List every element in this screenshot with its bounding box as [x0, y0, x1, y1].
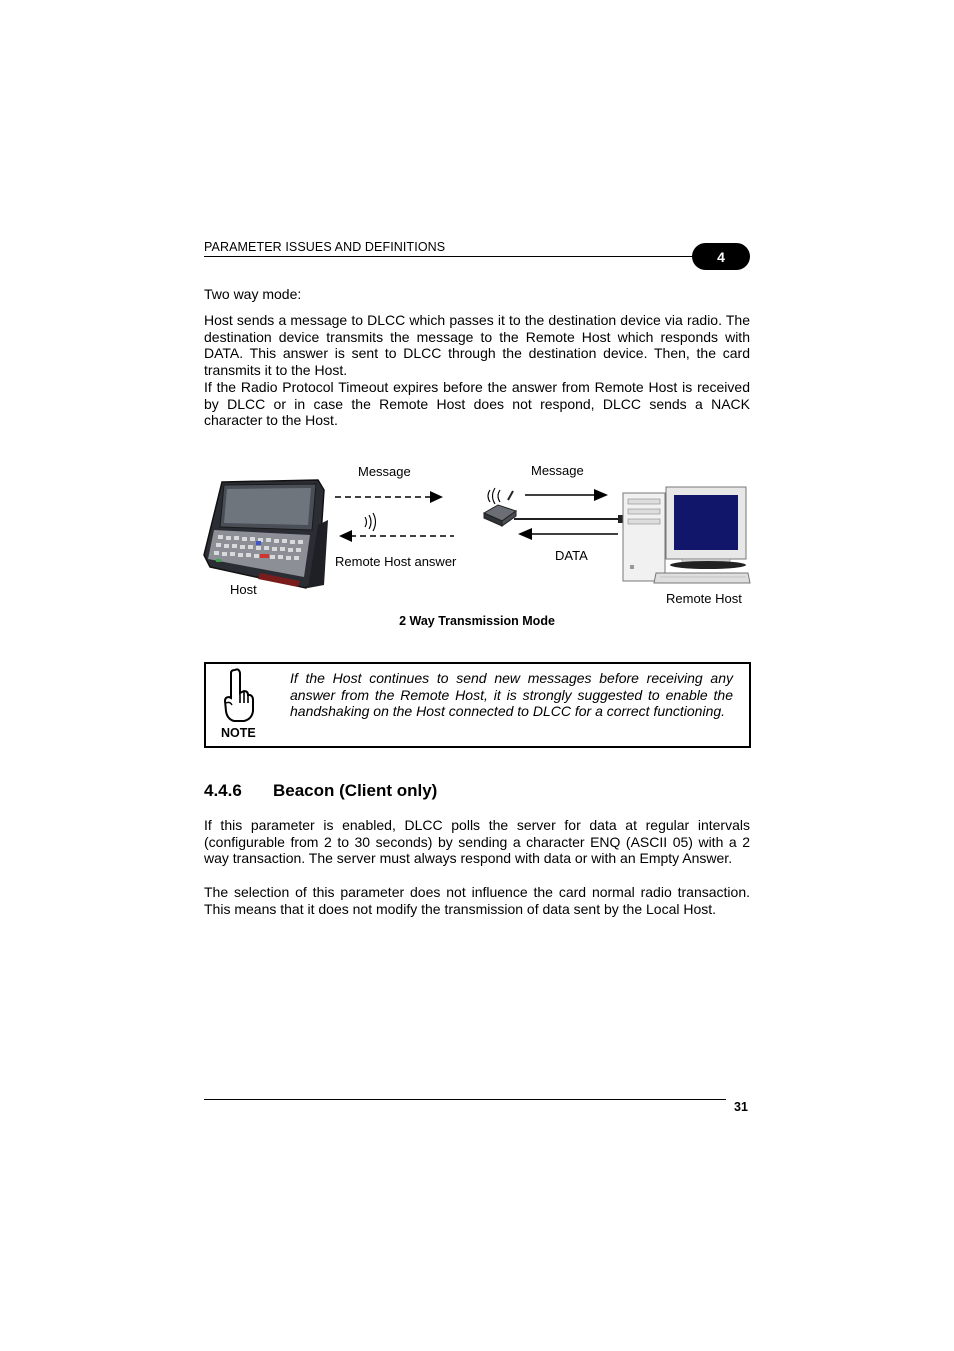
note-text: If the Host continues to send new messages before receiving any answer from the Remote Host, it is strongly suggested to enable the handshaking on the Host connected to DLCC for a correct functioning.	[290, 670, 733, 720]
dlcc-radio-device-icon	[484, 488, 516, 526]
page-number: 31	[734, 1100, 748, 1114]
label-message-left: Message	[358, 464, 411, 479]
section-paragraph-1: If this parameter is enabled, DLCC polls the server for data at regular intervals (configurable from 2 to 30 seconds) by sending a character ENQ (ASCII 05) with a 2 way transaction. The server must always respond with data or with an Empty Answer.	[204, 817, 750, 867]
remote-host-pc-icon	[618, 487, 750, 583]
figure-caption: 2 Way Transmission Mode	[399, 614, 555, 628]
footer-rule	[204, 1099, 726, 1100]
label-data: DATA	[555, 548, 588, 563]
header-rule	[204, 256, 696, 257]
message-arrow-left	[335, 491, 443, 503]
remote-host-answer-arrow	[339, 530, 454, 542]
label-message-right: Message	[531, 463, 584, 478]
section-paragraph-2: The selection of this parameter does not influence the card normal radio transaction. This means that it does not modify the transmission of data sent by the Local Host.	[204, 884, 750, 917]
intro-paragraph-2: If the Radio Protocol Timeout expires before the answer from Remote Host is received by DLCC or in case the Remote Host does not respond, DLCC sends a NACK character to the Host.	[204, 379, 750, 429]
label-remote-host-answer: Remote Host answer	[335, 554, 457, 569]
running-header-title: PARAMETER ISSUES AND DEFINITIONS	[204, 240, 446, 254]
chapter-badge: 4	[692, 243, 750, 270]
section-heading	[204, 781, 437, 801]
intro-paragraph-1: Host sends a message to DLCC which passes it to the destination device via radio. The destination device transmits the message to the Remote Host which responds with DATA. This answer is sent to DLCC through the destination device. Then, the card transmits it to the Host.	[204, 312, 750, 379]
section-number: 4.4.6	[204, 781, 242, 800]
host-terminal-icon	[204, 480, 328, 588]
radio-waves-icon	[365, 513, 376, 531]
label-host: Host	[230, 582, 257, 597]
transmission-diagram	[200, 455, 756, 605]
note-label: NOTE	[221, 726, 256, 740]
pointing-hand-icon	[220, 667, 256, 723]
label-remote-host: Remote Host	[666, 591, 742, 606]
two-way-mode-label: Two way mode:	[204, 286, 302, 302]
data-arrow	[518, 528, 618, 540]
section-title: Beacon (Client only)	[273, 781, 438, 800]
message-arrow-right	[525, 489, 608, 501]
